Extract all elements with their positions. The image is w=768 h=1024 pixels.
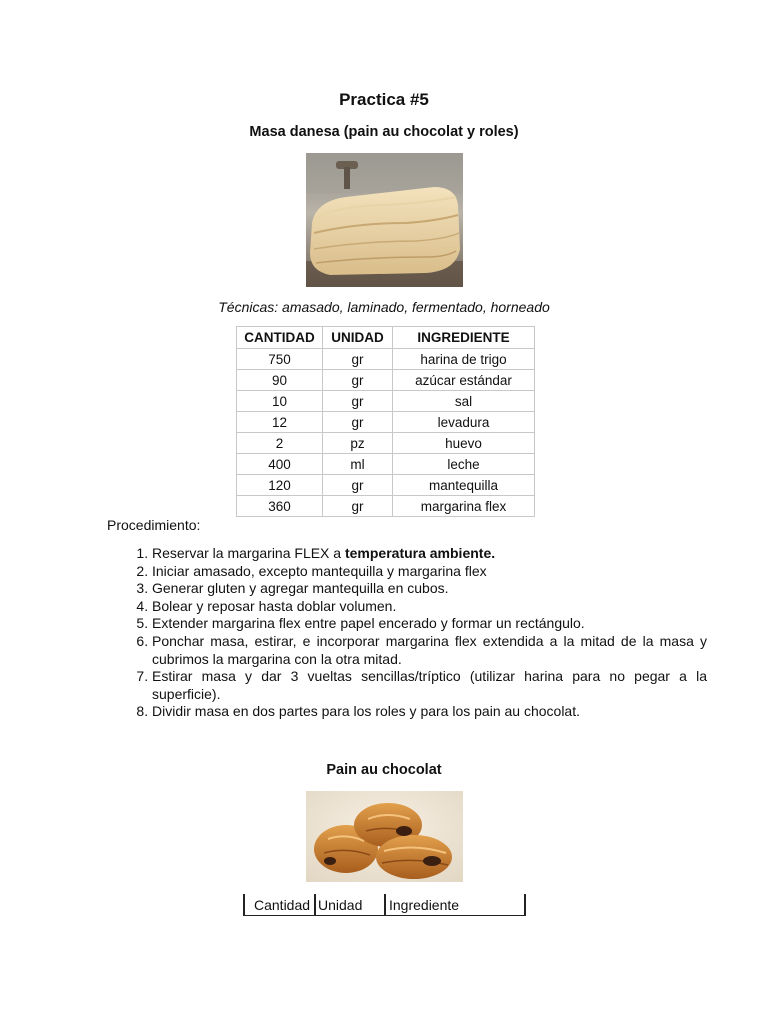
column-header-unidad: UNIDAD <box>323 327 393 349</box>
section-title: Pain au chocolat <box>326 762 442 778</box>
ingredient-cell: huevo <box>393 433 535 454</box>
quantity-cell: 12 <box>237 412 323 433</box>
step-emphasis: temperatura ambiente. <box>344 545 496 561</box>
step-text: Reservar la margarina FLEX a <box>152 545 345 561</box>
procedure-step: 4. Bolear y reposar hasta doblar volumen. <box>152 598 707 616</box>
quantity-cell: 400 <box>237 454 323 475</box>
procedure-step: 3. Generar gluten y agregar mantequilla en cubos. <box>152 580 707 598</box>
procedure-step: 6. Ponchar masa, estirar, e incorporar margarina flex extendida a la mitad de la masa y cubrimos la margarina con la otra mitad. <box>152 633 707 668</box>
ingredient-cell: mantequilla <box>393 475 535 496</box>
procedure-label: Procedimiento: <box>107 517 201 533</box>
table-row <box>237 412 535 433</box>
unit-cell: gr <box>323 391 393 412</box>
pain-au-chocolat-table <box>243 894 526 916</box>
ingredient-cell: margarina flex <box>393 496 535 517</box>
unit-cell: gr <box>323 412 393 433</box>
procedure-step: 7. Estirar masa y dar 3 vueltas sencillas/tríptico (utilizar harina para no pegar a la superficie). <box>152 668 707 703</box>
quantity-cell: 120 <box>237 475 323 496</box>
recipe-subtitle: Masa danesa (pain au chocolat y roles) <box>249 124 519 140</box>
ingredients-table <box>236 326 535 517</box>
table-row <box>237 391 535 412</box>
procedure-steps <box>107 545 707 721</box>
procedure-step <box>152 545 707 563</box>
unit-cell: gr <box>323 475 393 496</box>
unit-cell: gr <box>323 496 393 517</box>
unit-cell: gr <box>323 349 393 370</box>
table-row <box>237 349 535 370</box>
techniques-line: Técnicas: amasado, laminado, fermentado, horneado <box>218 299 550 315</box>
unit-cell: gr <box>323 370 393 391</box>
table-row <box>237 496 535 517</box>
unit-cell: ml <box>323 454 393 475</box>
ingredient-cell: azúcar estándar <box>393 370 535 391</box>
quantity-cell: 750 <box>237 349 323 370</box>
column-header-cantidad: CANTIDAD <box>237 327 323 349</box>
table-row <box>237 454 535 475</box>
table-border <box>314 894 316 916</box>
column-header-ingrediente: INGREDIENTE <box>393 327 535 349</box>
table-header-row <box>237 327 535 349</box>
table-border <box>384 894 386 916</box>
table-row <box>237 370 535 391</box>
table-border <box>524 894 526 916</box>
column-header-unidad: Unidad <box>318 897 363 913</box>
ingredient-cell: sal <box>393 391 535 412</box>
procedure-step: 5. Extender margarina flex entre papel encerado y formar un rectángulo. <box>152 615 707 633</box>
quantity-cell: 90 <box>237 370 323 391</box>
column-header-cantidad: Cantidad <box>254 897 311 913</box>
unit-cell: pz <box>323 433 393 454</box>
ingredient-cell: harina de trigo <box>393 349 535 370</box>
table-row <box>237 475 535 496</box>
ingredient-cell: leche <box>393 454 535 475</box>
table-border <box>243 894 245 916</box>
laminated-dough-photo <box>306 153 463 287</box>
procedure-step: 8. Dividir masa en dos partes para los roles y para los pain au chocolat. <box>152 703 707 721</box>
procedure-step: 2. Iniciar amasado, excepto mantequilla y margarina flex <box>152 563 707 581</box>
ingredient-cell: levadura <box>393 412 535 433</box>
quantity-cell: 2 <box>237 433 323 454</box>
quantity-cell: 360 <box>237 496 323 517</box>
pain-au-chocolat-photo <box>306 791 463 882</box>
column-header-ingrediente: Ingrediente <box>389 897 460 913</box>
quantity-cell: 10 <box>237 391 323 412</box>
table-row <box>237 433 535 454</box>
page-title: Practica #5 <box>339 90 429 109</box>
